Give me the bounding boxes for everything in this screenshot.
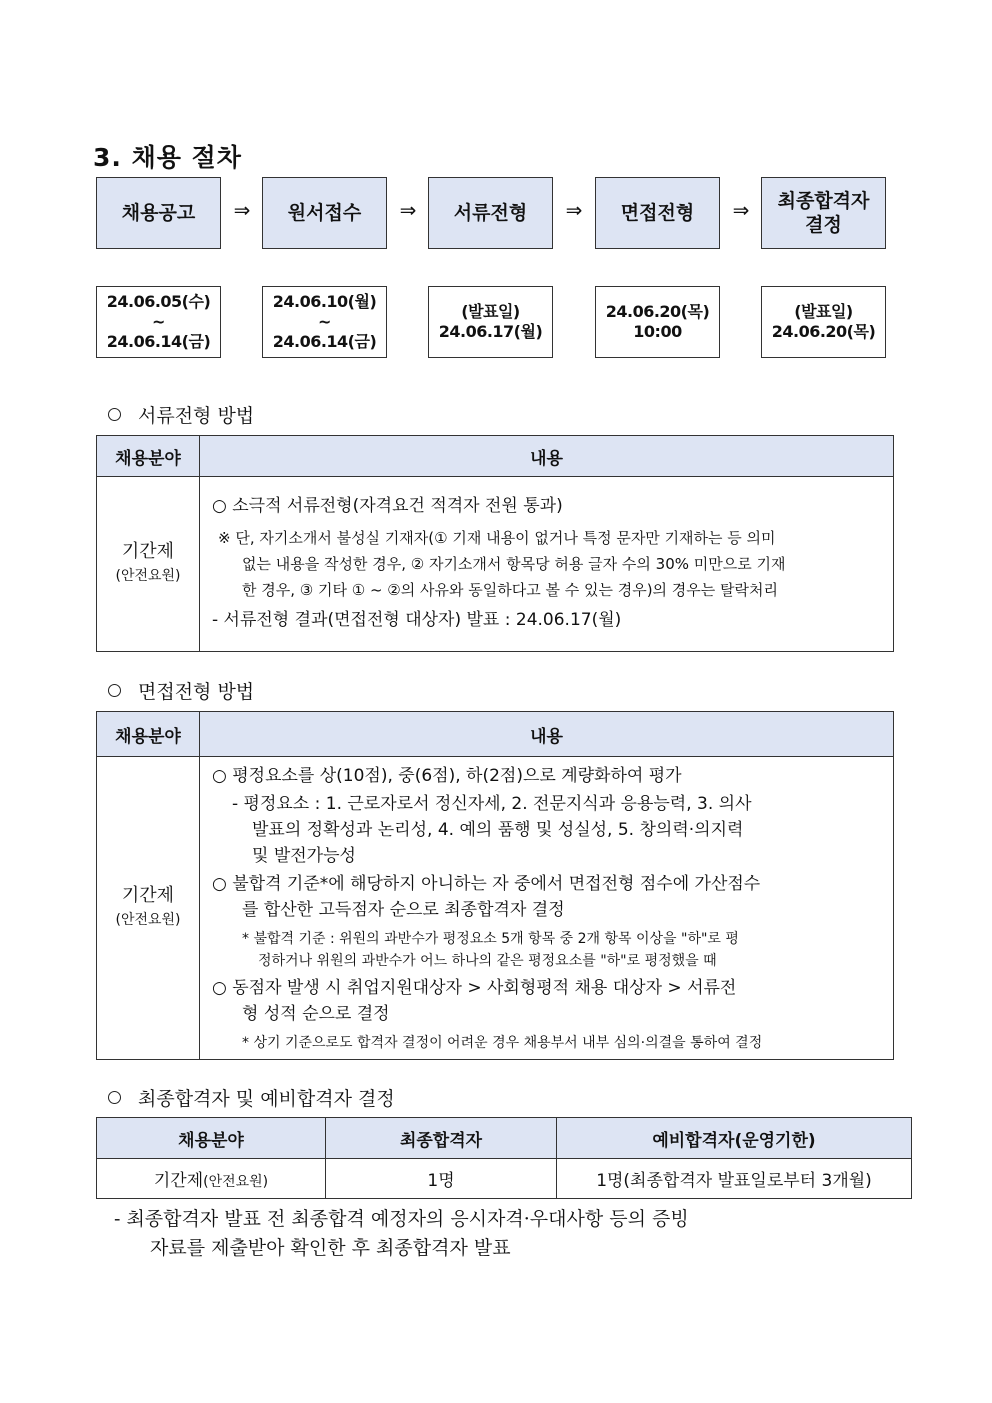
- col-header-content: 내용: [200, 436, 894, 477]
- step-label: 면접전형: [620, 202, 695, 224]
- content-cell: [200, 477, 894, 652]
- note-line: * 상기 기준으로도 합격자 결정이 어려운 경우 채용부서 내부 심의·의결을 통하여 결정: [242, 1035, 763, 1051]
- content-line: ○ 평정요소를 상(10점), 중(6점), 하(2점)으로 계량화하여 평가: [212, 766, 682, 786]
- circle-bullet-icon: [108, 408, 121, 421]
- field-name: 기간제: [153, 1171, 204, 1191]
- date-line: ~: [318, 312, 331, 331]
- section-heading: 3. 채용 절차: [93, 143, 242, 172]
- interview-title: 면접전형 방법: [138, 681, 255, 703]
- content-cell: [200, 757, 894, 1060]
- field-sub: (안전요원): [115, 912, 181, 928]
- col-header-field: 채용분야: [97, 436, 200, 477]
- date-box-4: [595, 286, 720, 358]
- final-title: 최종합격자 및 예비합격자 결정: [138, 1088, 395, 1110]
- content-line: 형 성적 순으로 결정: [242, 1004, 390, 1024]
- date-line: 24.06.20(목): [605, 302, 710, 321]
- date-line: (발표일): [461, 302, 520, 321]
- content-line: 발표의 정확성과 논리성, 4. 예의 품행 및 성실성, 5. 창의력·의지력: [252, 820, 744, 840]
- arrow-icon: ⇒: [233, 198, 251, 222]
- final-table: [96, 1117, 912, 1199]
- step-label: 채용공고: [121, 202, 196, 224]
- date-box-5: [761, 286, 886, 358]
- row-reserve: 1명(최종합격자 발표일로부터 3개월): [557, 1159, 912, 1199]
- note-line: 정하거나 위원의 과반수가 어느 하나의 같은 평정요소를 "하"로 평정했을 때: [258, 953, 717, 969]
- date-line: 24.06.14(금): [106, 332, 211, 351]
- date-line: 24.06.05(수): [106, 292, 211, 311]
- interview-table: [96, 711, 894, 1060]
- col-header-field: 채용분야: [97, 1118, 326, 1159]
- field-name: 기간제: [121, 541, 175, 562]
- arrow-icon: ⇒: [565, 198, 583, 222]
- field-name: 기간제: [121, 885, 175, 906]
- date-line: 24.06.20(목): [771, 322, 876, 341]
- step-box-2: [262, 177, 387, 249]
- date-line: ~: [152, 312, 165, 331]
- col-header-reserve: 예비합격자(운영기한): [557, 1118, 912, 1159]
- col-header-final: 최종합격자: [326, 1118, 557, 1159]
- step-box-1: [96, 177, 221, 249]
- note-line: * 불합격 기준 : 위원의 과반수가 평정요소 5개 항목 중 2개 항목 이상을 "하"로 평: [242, 931, 739, 947]
- row-final-count: 1명: [326, 1159, 557, 1199]
- content-line: 및 발전가능성: [252, 846, 356, 866]
- arrow-icon: ⇒: [732, 198, 750, 222]
- circle-bullet-icon: [108, 684, 121, 697]
- circle-bullet-icon: [108, 1091, 121, 1104]
- arrow-icon: ⇒: [399, 198, 417, 222]
- col-header-field: 채용분야: [97, 712, 200, 757]
- note-line: 한 경우, ③ 기타 ① ~ ②의 사유와 동일하다고 볼 수 있는 경우)의 경우는 탈락처리: [242, 581, 779, 599]
- date-box-3: [428, 286, 553, 358]
- content-line: 를 합산한 고득점자 순으로 최종합격자 결정: [242, 900, 565, 920]
- doc-review-heading: [108, 401, 254, 428]
- final-note-line: 자료를 제출받아 확인한 후 최종합격자 발표: [150, 1237, 511, 1259]
- date-line: (발표일): [794, 302, 853, 321]
- doc-review-title: 서류전형 방법: [138, 405, 255, 427]
- date-box-2: [262, 286, 387, 358]
- step-box-4: [595, 177, 720, 249]
- row-field: [97, 1159, 326, 1199]
- final-note-line: - 최종합격자 발표 전 최종합격 예정자의 응시자격·우대사항 등의 증빙: [114, 1208, 689, 1230]
- content-line: ○ 소극적 서류전형(자격요건 적격자 전원 통과): [212, 496, 563, 516]
- final-heading: [108, 1084, 395, 1111]
- step-box-3: [428, 177, 553, 249]
- field-cell: [97, 477, 200, 652]
- doc-review-table: [96, 435, 894, 652]
- interview-heading: [108, 677, 254, 704]
- field-sub: (안전요원): [115, 568, 181, 584]
- field-cell: [97, 757, 200, 1060]
- date-line: 24.06.14(금): [272, 332, 377, 351]
- date-box-1: [96, 286, 221, 358]
- field-sub: (안전요원): [203, 1174, 269, 1190]
- step-label: 최종합격자 결정: [777, 190, 870, 236]
- date-line: 10:00: [633, 322, 682, 341]
- date-line: 24.06.17(월): [438, 322, 543, 341]
- note-line: ※ 단, 자기소개서 불성실 기재자(① 기재 내용이 없거나 특정 문자만 기재하는 등 의미: [218, 529, 776, 547]
- content-line: ○ 동점자 발생 시 취업지원대상자 > 사회형평적 채용 대상자 > 서류전: [212, 978, 737, 998]
- step-label: 원서접수: [287, 202, 362, 224]
- content-line: ○ 불합격 기준*에 해당하지 아니하는 자 중에서 면접전형 점수에 가산점수: [212, 874, 761, 894]
- step-label: 서류전형: [453, 202, 528, 224]
- step-box-5: [761, 177, 886, 249]
- content-line: - 서류전형 결과(면접전형 대상자) 발표 : 24.06.17(월): [212, 610, 622, 630]
- content-line: - 평정요소 : 1. 근로자로서 정신자세, 2. 전문지식과 응용능력, 3. 의사: [232, 794, 752, 814]
- col-header-content: 내용: [200, 712, 894, 757]
- date-line: 24.06.10(월): [272, 292, 377, 311]
- note-line: 없는 내용을 작성한 경우, ② 자기소개서 항목당 허용 글자 수의 30% 미만으로 기재: [242, 555, 786, 573]
